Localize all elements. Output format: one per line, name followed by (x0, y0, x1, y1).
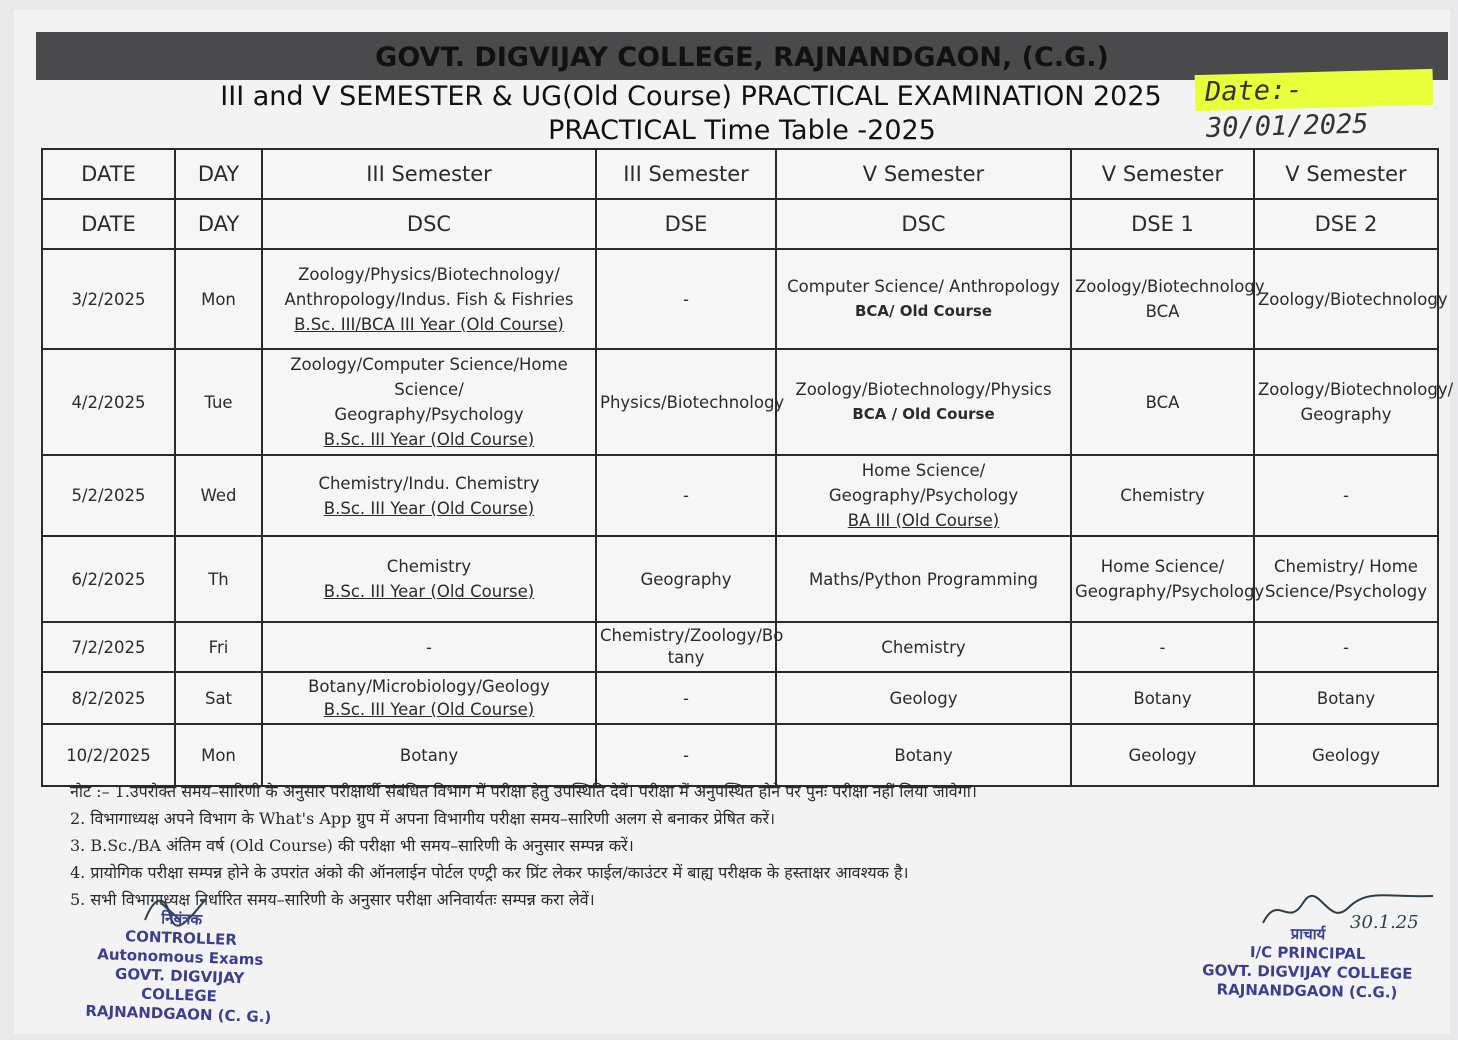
subject-cell: - (596, 455, 776, 536)
subject-cell: Botany (1071, 672, 1254, 724)
date-cell: 4/2/2025 (42, 349, 175, 455)
subject-line: Science/Psychology (1264, 582, 1428, 601)
subject-line: Chemistry/Indu. Chemistry (318, 473, 540, 493)
date-cell: 6/2/2025 (42, 536, 175, 622)
note-item: 4. प्रायोगिक परीक्षा सम्पन्न होने के उपरांत अंको की ऑनलाईन पोर्टल एण्ट्री कर प्रिंट लेकर फाईल/काउंटर में बाह्य परीक्षक के हस्ताक्षर आवश्यक है। (70, 863, 909, 882)
subject-cell: - (596, 249, 776, 349)
stamp-line: I/C PRINCIPAL (1249, 942, 1366, 964)
handwritten-date: 30.1.25 (1350, 912, 1419, 933)
course-note: B.Sc. III Year (Old Course) (323, 498, 535, 518)
subject-line: Computer Science/ Anthropology (787, 277, 1060, 296)
controller-stamp (78, 907, 282, 1028)
date-cell: 3/2/2025 (42, 249, 175, 349)
subject-line: Zoology/Biotechnology/ (1258, 380, 1454, 399)
header-cell: DSC (262, 199, 596, 249)
note-item: 5. सभी विभागाध्यक्ष निर्धारित समय–सारिणी के अनुसार परीक्षा अनिवार्यतः सम्पन्न करा लेवें। (70, 890, 595, 909)
subject-cell (776, 455, 1071, 536)
course-note: B.Sc. III/BCA III Year (Old Course) (294, 314, 564, 334)
principal-stamp (1199, 923, 1415, 1003)
subject-cell: Botany (262, 724, 596, 786)
subject-line: Zoology/Computer Science/Home Science/ (290, 355, 568, 399)
header-cell: DSC (776, 199, 1071, 249)
subject-cell (262, 249, 596, 349)
subject-cell (1254, 536, 1438, 622)
date-cell: 7/2/2025 (42, 622, 175, 672)
header-cell: DAY (175, 199, 262, 249)
subject-line: Chemistry (386, 557, 472, 576)
subject-cell (776, 249, 1071, 349)
subject-cell: Geology (1254, 724, 1438, 786)
subject-cell (1071, 536, 1265, 622)
date-cell: 8/2/2025 (42, 672, 175, 724)
subject-line: Geography (1300, 405, 1392, 424)
subject-cell: BCA (1071, 349, 1254, 455)
stamp-line: नियंत्रक (161, 909, 203, 929)
table-row (42, 622, 1438, 672)
subject-line: Zoology/Biotechnology (1075, 277, 1265, 296)
subject-line: Zoology/Physics/Biotechnology/ (298, 264, 560, 284)
date-cell: 10/2/2025 (42, 724, 175, 786)
header-cell: DATE (42, 149, 175, 199)
subject-line: Chemistry/ Home (1274, 557, 1418, 576)
table-row (42, 672, 1438, 724)
day-cell: Mon (175, 249, 262, 349)
subject-cell: Botany (776, 724, 1071, 786)
subject-line: Chemistry/Zoology/Bo (600, 626, 784, 645)
course-note: BCA / Old Course (852, 405, 995, 423)
subject-cell: - (596, 672, 776, 724)
subject-cell: Chemistry (776, 622, 1071, 672)
subject-cell (262, 672, 596, 724)
table-row (42, 249, 1438, 349)
subject-cell (262, 536, 596, 622)
subject-cell (1071, 249, 1265, 349)
course-note: BA III (Old Course) (847, 511, 1000, 530)
course-note: B.Sc. III Year (Old Course) (323, 700, 535, 719)
header-cell: V Semester (1071, 149, 1254, 199)
table-row (42, 349, 1438, 455)
day-cell: Wed (175, 455, 262, 536)
subject-cell: Geology (1071, 724, 1254, 786)
stamp-line: GOVT. DIGVIJAY COLLEGE (114, 964, 245, 1006)
stamp-line: RAJNANDGAON (C.G.) (1216, 980, 1398, 1002)
subject-cell: - (596, 724, 776, 786)
subject-cell: - (1254, 455, 1438, 536)
timetable-title: PRACTICAL Time Table -2025 (548, 115, 936, 146)
subject-cell (596, 622, 784, 672)
subject-cell: Zoology/Biotechnology (1254, 249, 1438, 349)
subject-cell: Maths/Python Programming (776, 536, 1071, 622)
exam-title: III and V SEMESTER & UG(Old Course) PRACTICAL EXAMINATION 2025 (220, 81, 1162, 112)
subject-line: BCA (1145, 302, 1180, 321)
subject-cell: Geology (776, 672, 1071, 724)
date-highlight: Date:- 30/01/2025 (1195, 69, 1434, 111)
day-cell: Mon (175, 724, 262, 786)
header-cell: III Semester (596, 149, 776, 199)
stamp-line: RAJNANDGAON (C. G.) (85, 1001, 272, 1027)
note-item: 3. B.Sc./BA अंतिम वर्ष (Old Course) की परीक्षा भी समय–सारिणी के अनुसार सम्पन्न करें। (70, 836, 634, 855)
table-row (42, 536, 1438, 622)
header-cell: DAY (175, 149, 262, 199)
stamp-line: CONTROLLER (124, 927, 238, 949)
stamp-line: GOVT. DIGVIJAY COLLEGE (1202, 961, 1413, 983)
header-cell: DATE (42, 199, 175, 249)
day-cell: Th (175, 536, 262, 622)
subject-line: Home Science/ (861, 461, 986, 480)
table-row (42, 455, 1438, 536)
table-row (42, 724, 1438, 786)
subject-cell (776, 349, 1071, 455)
note-item: 2. विभागाध्यक्ष अपने विभाग के What's App ग्रुप में अपना विभागीय परीक्षा समय–सारिणी अलग से बनाकर प्रेषित करें। (70, 809, 776, 828)
header-cell: V Semester (776, 149, 1071, 199)
subject-line: Home Science/ (1100, 557, 1225, 576)
header-cell: DSE (596, 199, 776, 249)
subject-cell: - (1071, 622, 1254, 672)
subject-cell (262, 455, 596, 536)
header-row-semester (42, 149, 1438, 199)
header-row-paper (42, 199, 1438, 249)
college-name: GOVT. DIGVIJAY COLLEGE, RAJNANDGAON, (C.G.) (375, 42, 1109, 73)
subject-cell: Botany (1254, 672, 1438, 724)
subject-line: tany (667, 648, 705, 667)
notes-section (70, 778, 1440, 913)
date-cell: 5/2/2025 (42, 455, 175, 536)
day-cell: Tue (175, 349, 262, 455)
header-cell: DSE 1 (1071, 199, 1254, 249)
subject-line: Anthropology/Indus. Fish & Fishries (284, 289, 574, 309)
course-note: BCA/ Old Course (854, 302, 993, 320)
course-note: B.Sc. III Year (Old Course) (323, 430, 535, 449)
subject-cell: - (1254, 622, 1438, 672)
subject-cell (262, 349, 596, 455)
subject-cell: Chemistry (1071, 455, 1254, 536)
header-cell: V Semester (1254, 149, 1438, 199)
header-cell: III Semester (262, 149, 596, 199)
course-note: B.Sc. III Year (Old Course) (323, 582, 535, 601)
day-cell: Sat (175, 672, 262, 724)
subject-line: Geography/Psychology (334, 405, 524, 424)
stamp-line: प्राचार्य (1290, 924, 1326, 944)
subject-cell: - (262, 622, 596, 672)
header-cell: DSE 2 (1254, 199, 1438, 249)
subject-line: Geography/Psychology (1075, 582, 1265, 601)
subject-cell: Geography (596, 536, 776, 622)
subject-line: Geography/Psychology (828, 486, 1019, 505)
subject-line: Zoology/Biotechnology/Physics (795, 380, 1052, 399)
note-item: नोट :– 1.उपरोक्त समय–सारिणी के अनुसार परीक्षार्थी संबंधित विभाग में परीक्षा हेतु उपस्थिति देवें। परीक्षा में अनुपस्थित होने पर पुनः परीक्षा नहीं लिया जावेगा। (70, 782, 977, 801)
stamp-line: Autonomous Exams (97, 945, 264, 969)
subject-line: Botany/Microbiology/Geology (308, 677, 550, 696)
subject-cell: Physics/Biotechnology (596, 349, 776, 455)
subject-cell (1254, 349, 1454, 455)
day-cell: Fri (175, 622, 262, 672)
timetable (41, 148, 1454, 787)
